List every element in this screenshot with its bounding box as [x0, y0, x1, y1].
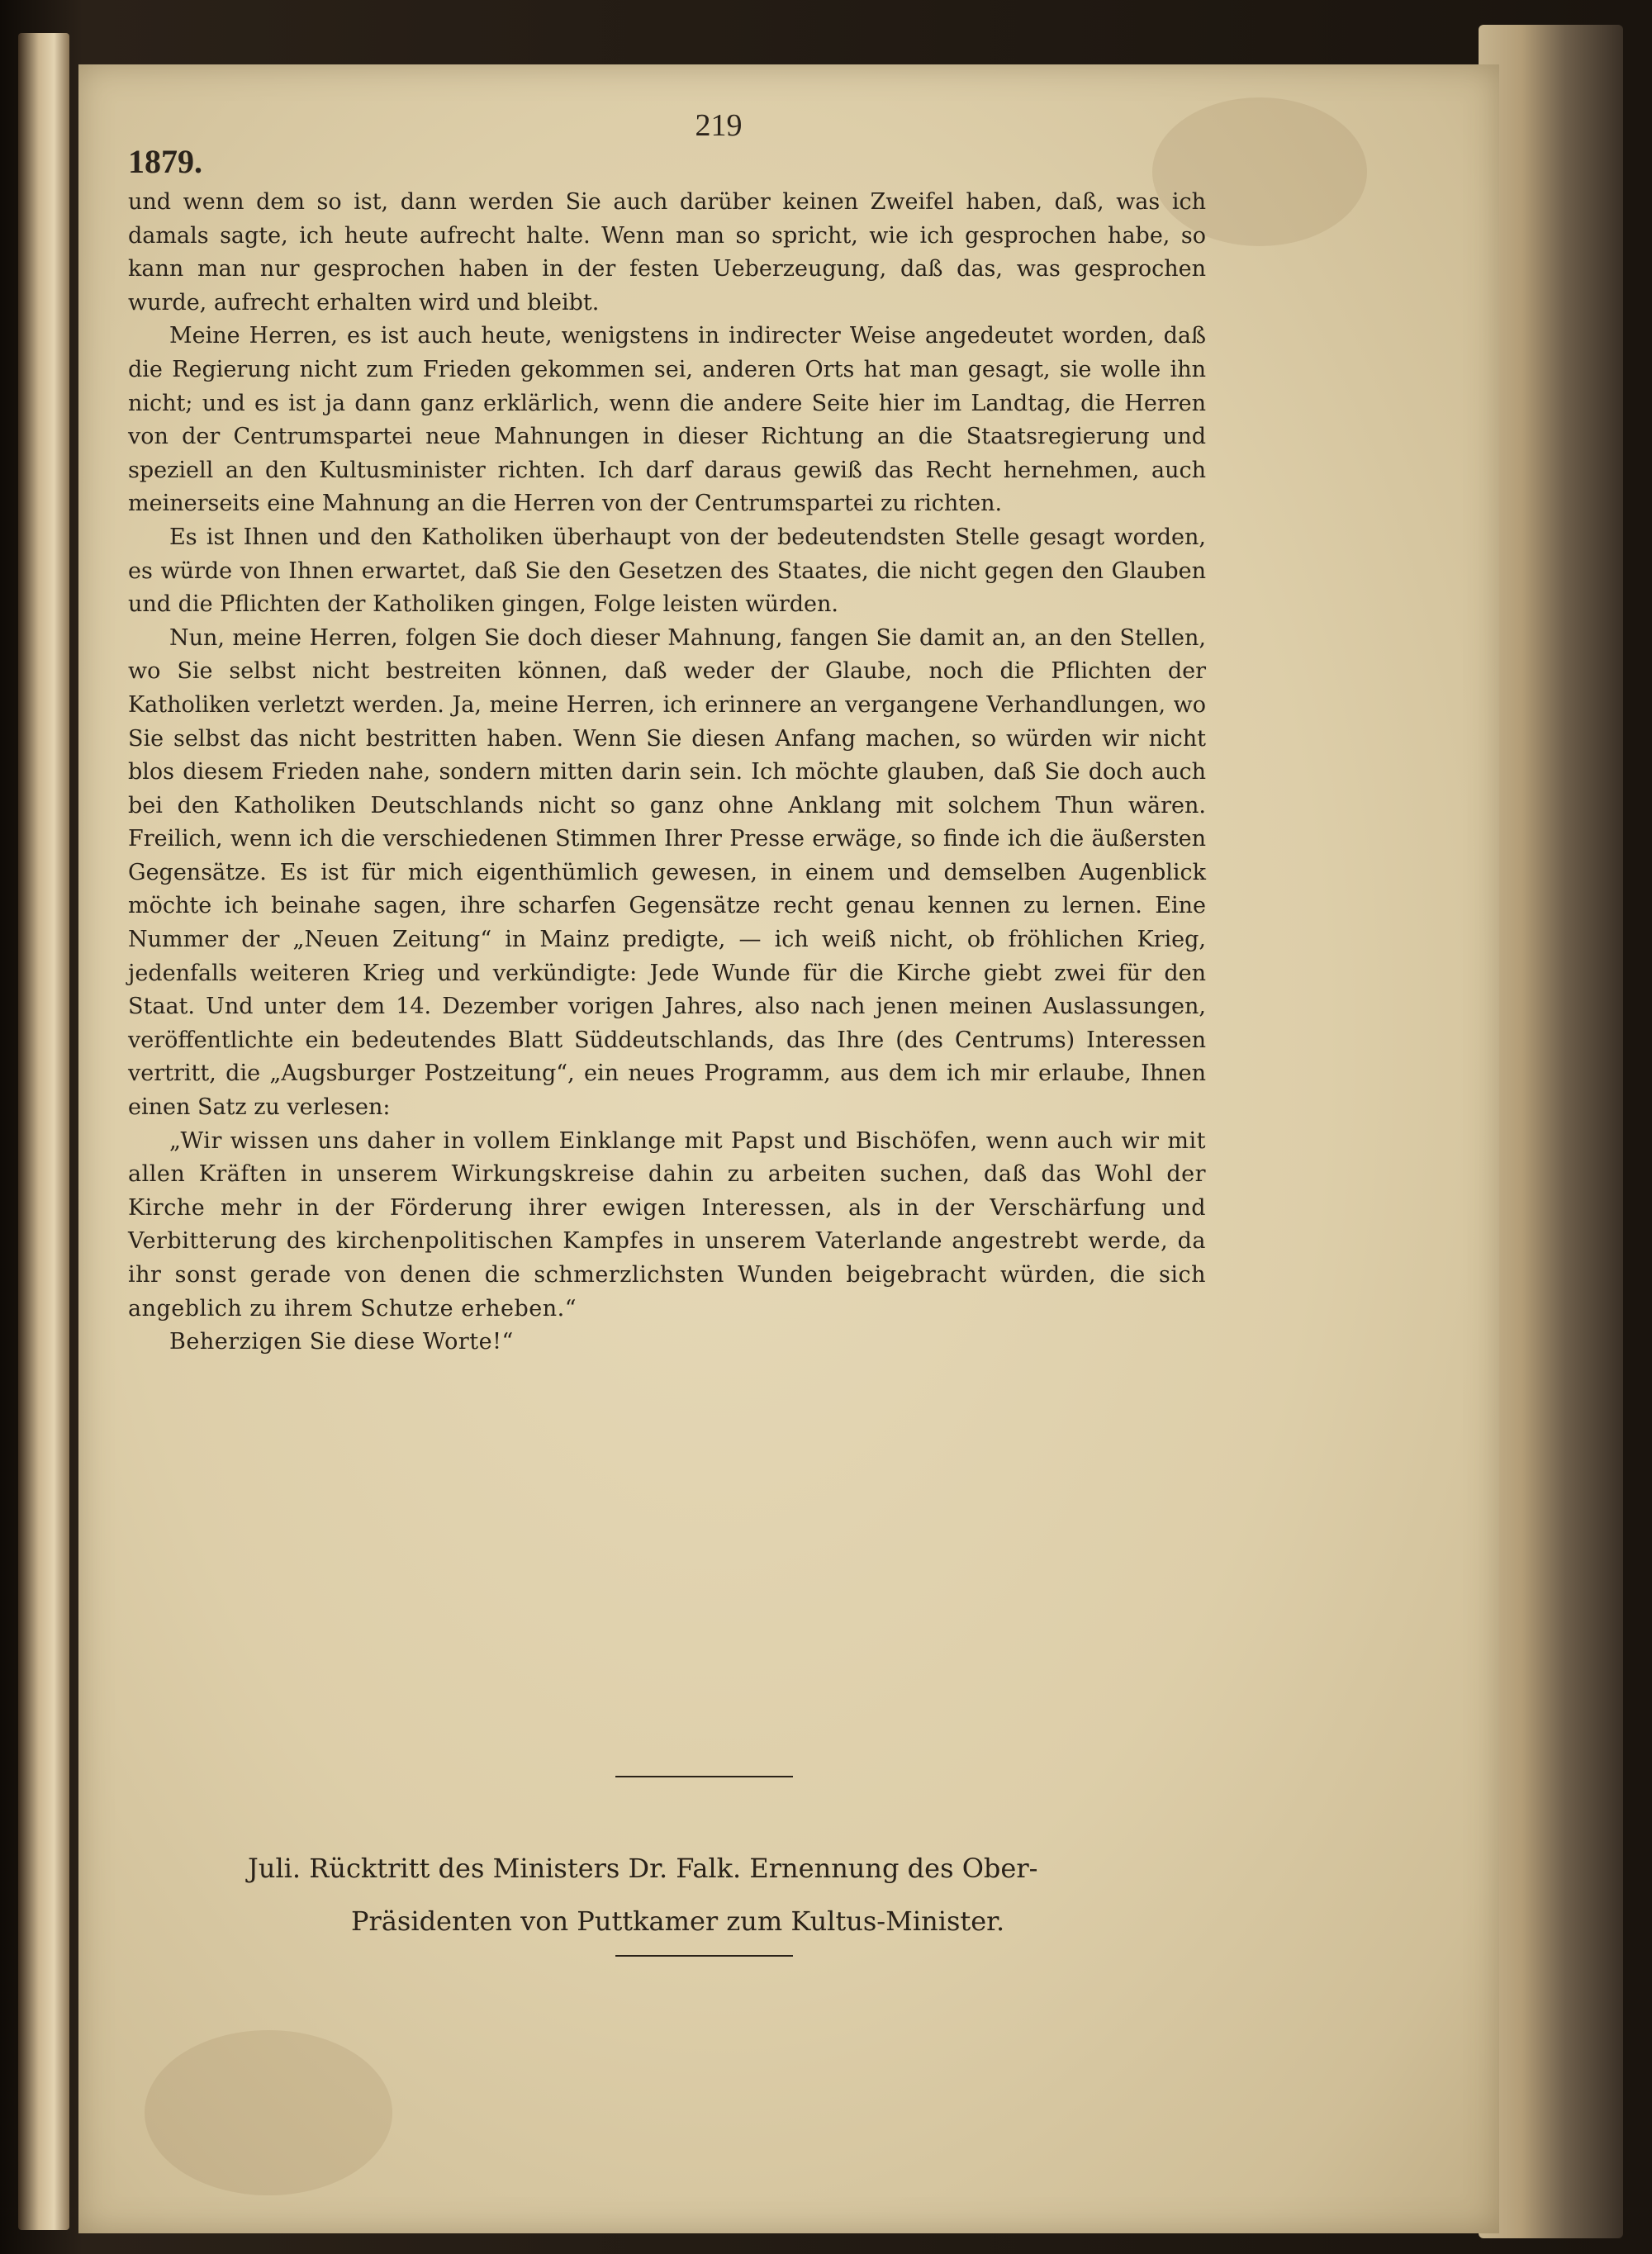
section-divider — [615, 1776, 793, 1777]
quotation-closing: Beherzigen Sie diese Worte!“ — [169, 1329, 514, 1355]
page-number: 219 — [695, 108, 743, 143]
event-line: Juli. Rücktritt des Ministers Dr. Falk. Ernennung des Ober- — [248, 1853, 1038, 1884]
event-line: Präsidenten von Puttkamer zum Kultus-Minister. — [351, 1905, 1005, 1937]
quotation: „Wir wissen uns daher in vollem Einklange mit Papst und Bischöfen, wenn auch wir mit allen Kräften in unserem Wirkungskreise dahin zu arbeiten suchen, daß das Wohl der Kirche mehr in der Förderung ihrer ewigen Interessen, als in der Verschärfung und Verbitterung des kirchenpolitischen Kampfes in unserem Vaterlande angestrebt werde, da ihr sonst gerade von denen die schmerzlichsten Wunden beigebracht würden, die sich angeblich zu ihrem Schutze erheben.“ — [128, 1127, 1206, 1322]
paper-stain — [145, 2030, 392, 2195]
facing-page-edge — [18, 33, 69, 2230]
event-entry — [248, 1842, 1222, 1948]
paragraph: und wenn dem so ist, dann werden Sie auch darüber keinen Zweifel haben, daß, was ich damals sagte, ich heute aufrecht halte. Wenn man so spricht, wie ich gesprochen habe, so kann man nur gesprochen haben in der festen Ueberzeugung, daß das, was gesprochen wurde, aufrecht erhalten wird und bleibt. — [128, 189, 1206, 316]
paragraph: Nun, meine Herren, folgen Sie doch dieser Mahnung, fangen Sie damit an, an den Stellen, wo Sie selbst nicht bestreiten können, daß weder der Glaube, noch die Pflichten der Katholiken verletzt werden. Ja, meine Herren, ich erinnere an vergangene Verhandlungen, wo Sie selbst das nicht bestritten haben. Wenn Sie diesen Anfang machen, so würden wir nicht blos diesem Frieden nahe, sondern mitten darin sein. Ich möchte glauben, daß Sie doch auch bei den Katholiken Deutschlands nicht so ganz ohne Anklang mit solchem Thun wären. Freilich, wenn ich die verschiedenen Stimmen Ihrer Presse erwäge, so finde ich die äußersten Gegensätze. Es ist für mich eigenthümlich gewesen, in einem und demselben Augenblick möchte ich beinahe sagen, ihre scharfen Gegensätze recht genau kennen zu lernen. Eine Nummer der „Neuen Zeitung“ in Mainz predigte, — ich weiß nicht, ob fröhlichen Krieg, jedenfalls weiteren Krieg und verkündigte: Jede Wunde für die Kirche giebt zwei für den Staat. Und unter dem 14. Dezember vorigen Jahres, also nach jenen meinen Auslassungen, veröffentlichte ein bedeutendes Blatt Süddeutschlands, das Ihre (des Centrums) Interessen vertritt, die „Augsburger Postzeitung“, ein neues Programm, aus dem ich mir erlaube, Ihnen einen Satz zu verlesen: — [128, 624, 1206, 1121]
paragraph: Es ist Ihnen und den Katholiken überhaupt von der bedeutendsten Stelle gesagt worden, es würde von Ihnen erwartet, daß Sie den Gesetzen des Staates, die nicht gegen den Glauben und die Pflichten der Katholiken gingen, Folge leisten würden. — [128, 524, 1206, 618]
paragraph: Meine Herren, es ist auch heute, wenigstens in indirecter Weise angedeutet worden, daß die Regierung nicht zum Frieden gekommen sei, anderen Orts hat man gesagt, sie wolle ihn nicht; und es ist ja dann ganz erklärlich, wenn die andere Seite hier im Landtag, die Herren von der Centrumspartei neue Mahnungen in dieser Richtung an die Staatsregierung und speziell an den Kultusminister richten. Ich darf daraus gewiß das Recht hernehmen, auch meinerseits eine Mahnung an die Herren von der Centrumspartei zu richten. — [128, 323, 1206, 517]
running-year: 1879. — [128, 143, 202, 180]
book-binding — [1479, 25, 1623, 2238]
speech-text — [128, 186, 1206, 1360]
section-divider — [615, 1955, 793, 1957]
